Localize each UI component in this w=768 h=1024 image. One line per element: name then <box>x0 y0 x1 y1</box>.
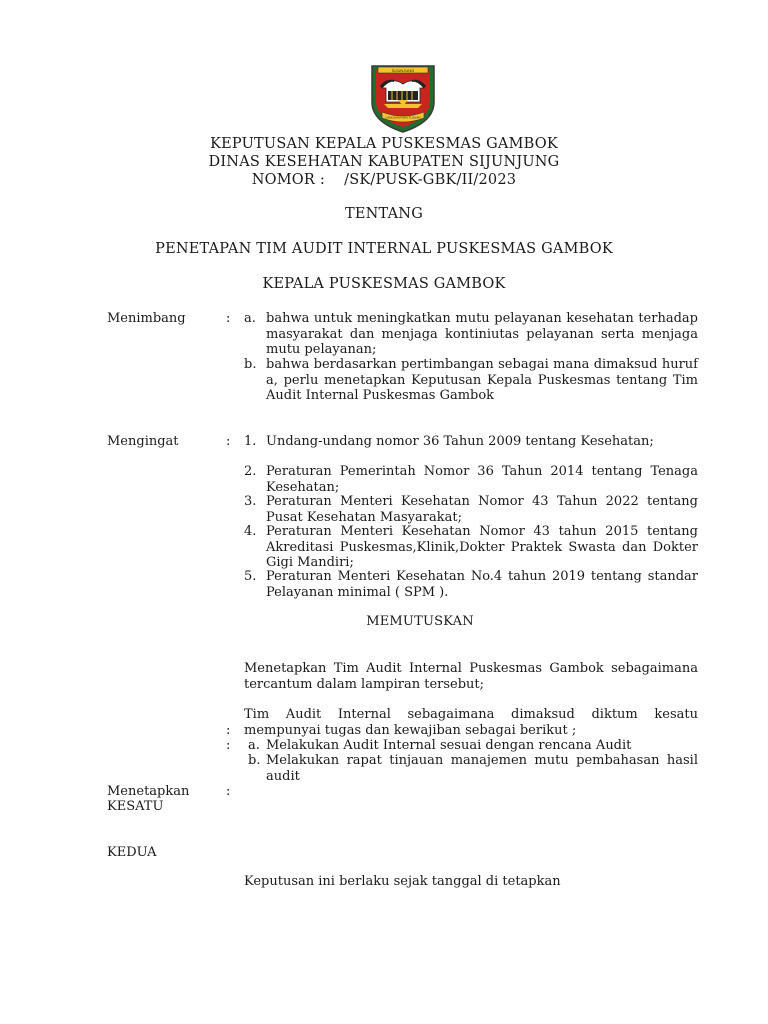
kesatu-item-a <box>244 738 698 754</box>
kesatu-intro-line-2: mempunyai tugas dan kewajiban sebagai berikut ; <box>244 723 577 738</box>
list-marker: 3. <box>244 494 257 509</box>
list-item-text: Undang-undang nomor 36 Tahun 2009 tentang Kesehatan; <box>266 434 654 449</box>
list-item-text: Peraturan Menteri Kesehatan Nomor 43 tahun 2015 tentang Akreditasi Puskesmas,Klinik,Dokter Praktek Swasta dan Dokter Gigi Mandiri; <box>266 524 698 570</box>
kesatu-label: KESATU <box>107 799 164 814</box>
decree-subject: PENETAPAN TIM AUDIT INTERNAL PUSKESMAS GAMBOK <box>155 241 613 257</box>
svg-text:LANGGAM NAN TUJUAH: LANGGAM NAN TUJUAH <box>385 115 421 120</box>
kesatu-intro-colon: : <box>226 723 231 738</box>
list-marker: b. <box>244 357 257 372</box>
mengingat-item-2 <box>244 464 698 495</box>
menimbang-item-b <box>244 357 698 404</box>
menimbang-item-a <box>244 311 698 358</box>
list-item-text: bahwa untuk meningkatkan mutu pelayanan kesehatan terhadap masyarakat dan menjaga kontiniutas pelayanan serta menjaga mutu pelayanan; <box>266 311 698 357</box>
memutuskan-heading: MEMUTUSKAN <box>366 614 474 629</box>
menimbang-label: Menimbang <box>107 311 186 326</box>
list-item-text: Melakukan Audit Internal sesuai dengan rencana Audit <box>266 738 632 753</box>
kesatu-intro-line-1: Tim Audit Internal sebagaimana dimaksud diktum kesatu <box>244 707 698 722</box>
mengingat-item-5 <box>244 569 698 600</box>
list-marker: 2. <box>244 464 257 479</box>
menimbang-colon: : <box>226 311 231 326</box>
mengingat-item-1 <box>244 434 698 450</box>
list-item-text: Peraturan Menteri Kesehatan Nomor 43 Tahun 2022 tentang Pusat Kesehatan Masyarakat; <box>266 494 698 525</box>
kesatu-items-colon: : <box>226 738 231 753</box>
decree-number: NOMOR : /SK/PUSK-GBK/II/2023 <box>251 172 517 188</box>
mengingat-colon: : <box>226 434 231 449</box>
list-marker: 1. <box>244 434 257 449</box>
list-marker: 4. <box>244 524 257 539</box>
list-marker: 5. <box>244 569 257 584</box>
list-marker: a. <box>248 738 260 753</box>
header-line-2: DINAS KESEHATAN KABUPATEN SIJUNJUNG <box>208 154 560 170</box>
kedua-text: Keputusan ini berlaku sejak tanggal di tetapkan <box>244 874 561 889</box>
list-item-text: Peraturan Menteri Kesehatan No.4 tahun 2019 tentang standar Pelayanan minimal ( SPM ). <box>266 569 698 600</box>
mengingat-label: Mengingat <box>107 434 179 449</box>
list-marker: a. <box>244 311 256 326</box>
svg-text:SIJUNJUNG: SIJUNJUNG <box>391 67 415 73</box>
mengingat-item-4 <box>244 524 698 571</box>
header-line-1: KEPUTUSAN KEPALA PUSKESMAS GAMBOK <box>210 136 558 152</box>
list-item-text: Peraturan Pemerintah Nomor 36 Tahun 2014 tentang Tenaga Kesehatan; <box>266 464 698 495</box>
list-item-text: bahwa berdasarkan pertimbangan sebagai mana dimaksud huruf a, perlu menetapkan Keputusan Kepala Puskesmas tentang Tim Audit Internal Puskesmas Gambok <box>266 357 698 403</box>
list-marker: b. <box>248 753 261 768</box>
tentang-heading: TENTANG <box>345 206 423 222</box>
official-title: KEPALA PUSKESMAS GAMBOK <box>262 276 506 292</box>
regency-emblem-icon <box>368 58 438 134</box>
menetapkan-colon: : <box>226 784 231 799</box>
mengingat-item-3 <box>244 494 698 525</box>
kedua-label: KEDUA <box>107 845 157 860</box>
list-item-text: Melakukan rapat tinjauan manajemen mutu pembahasan hasil audit <box>266 753 698 784</box>
kesatu-item-b <box>244 753 698 784</box>
menetapkan-label: Menetapkan <box>107 784 190 799</box>
menetapkan-text: Menetapkan Tim Audit Internal Puskesmas Gambok sebagaimana tercantum dalam lampiran tersebut; <box>244 661 698 692</box>
